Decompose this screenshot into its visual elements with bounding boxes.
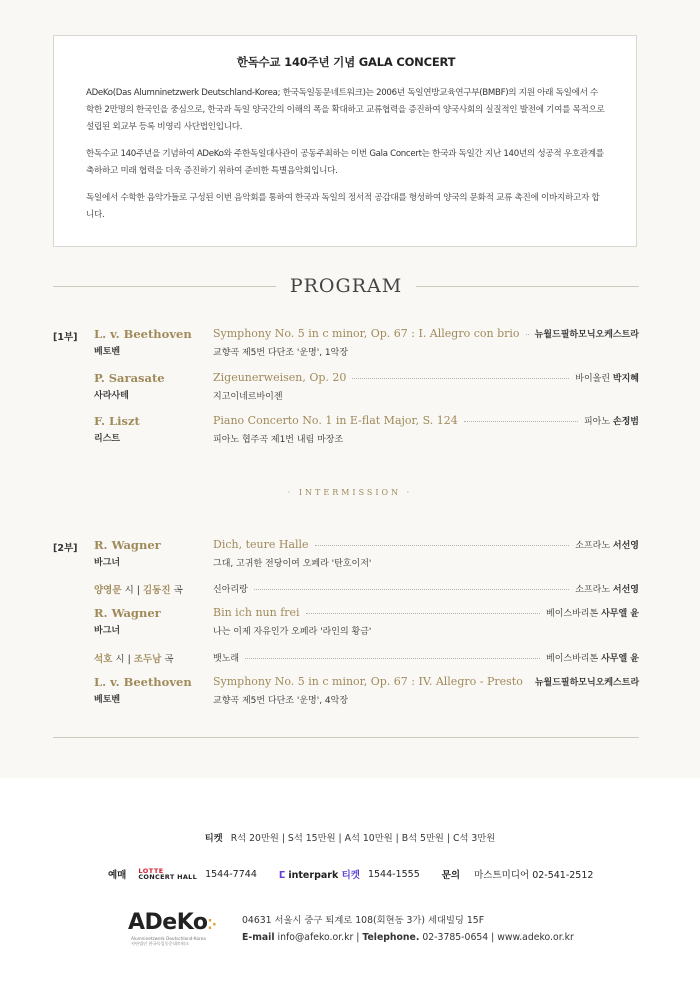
leader-dots [245,658,540,659]
composer-ko: 바그너 [94,558,121,568]
program-row [53,677,639,711]
work-line [213,414,639,427]
leader-dots [526,334,529,335]
composer-ko: 베토벤 [94,695,121,705]
work-ko: 지고이네르바이젠 [213,392,283,402]
interpark-phone: 1544-1555 [367,868,420,880]
composer-ko: 바그너 [94,626,121,636]
composer-en: F. Liszt [94,414,140,428]
work-line [213,675,639,688]
performer: 소프라노 서선영 [575,585,639,595]
ticket-prices [0,830,700,844]
work-ko: 나는 이제 자유인가 오페라 '라인의 황금' [213,627,372,637]
program-row [53,540,639,574]
performer: 베이스바리톤 사무엘 윤 [546,654,639,664]
intermission-label: · INTERMISSION · [287,488,413,497]
intro-paragraph-2: 한독수교 140주년을 기념하여 ADeKo와 주한독일대사관이 공동주최하는 이번 Gala Concert는 한국과 독일간 지난 140년의 성공적 우호관계를 축하하고 미래 협력을 더욱 증진하기 위하여 준비한 특별음악회입니다. [86,149,604,176]
work-ko: 그대, 고귀한 전당이여 오페라 '탄호이저' [213,559,372,569]
work-en: Bin ich nun frei [213,606,300,619]
performer: 베이스바리톤 사무엘 윤 [546,609,639,619]
performer: 뉴월드필하모닉오케스트라 [534,330,639,340]
interpark-logo: ⵎ interpark 티켓 [278,870,360,881]
work-ko: 뱃노래 [213,654,240,664]
composer-ko: 사라사테 [94,391,129,401]
work-line [213,371,639,384]
leader-dots [315,545,570,546]
work-ko: 피아노 협주곡 제1번 내림 마장조 [213,435,344,445]
credit: 양영문 시 | 김동진 곡 [94,585,183,596]
adeko-logo-subtext: Alumninetzwerk Deutschland-Korea 사단법인 한국독일동문네트워크 [131,936,206,946]
program-row [53,416,639,450]
work-line [213,582,639,595]
intro-box [53,35,637,247]
work-line [213,651,639,664]
performer: 소프라노 서선영 [575,541,639,551]
work-ko: 교향곡 제5번 다단조 '운명', 1악장 [213,348,349,358]
composer-ko: 리스트 [94,434,121,444]
part-label: [1부] [53,332,78,343]
composer-ko: 베토벤 [94,347,121,357]
work-line [213,606,639,619]
composer-en: L. v. Beethoven [94,327,192,341]
intro-title: 한독수교 140주년 기념 GALA CONCERT [236,55,456,69]
inquiry-label: 문의 [441,870,461,881]
work-en: Symphony No. 5 in c minor, Op. 67 : I. Allegro con brio [213,327,520,340]
performer: 바이올린 박지혜 [575,374,639,384]
lotte-phone: 1544-7744 [205,868,257,880]
composer-en: L. v. Beethoven [94,675,192,689]
contact-line: E-mail info@afeko.or.kr | Telephone. 02-3785-0654 | www.adeko.or.kr [242,932,574,943]
divider-right [416,286,639,287]
ticket-label: 티켓 [204,833,223,844]
work-en: Zigeunerweisen, Op. 20 [213,371,347,384]
work-ko: 교향곡 제5번 다단조 '운명', 4악장 [213,696,349,706]
work-en: Piano Concerto No. 1 in E-flat Major, S. 124 [213,414,458,427]
program-row [53,373,639,407]
booking-label: 예매 [108,870,127,881]
address: 04631 서울시 중구 퇴계로 108(회현동 3가) 세대빌딩 15F [242,915,485,926]
work-ko: 신아리랑 [213,585,248,595]
work-en: Dich, teure Halle [213,538,309,551]
intro-paragraph-1: ADeKo(Das Alumninetzwerk Deutschland-Korea; 한국독일동문네트워크)는 2006년 독일연방교육연구부(BMBF)의 지원 아래 독일에서 수학한 2만명의 한국인을 중심으로, 한국과 독일 양국간의 이해의 폭을 확대하고 교류협력을 증진하여 양국사회의 실질적인 발전에 기여를 목적으로 설립된 외교부 등록 비영리 사단법인입니다. [86,88,605,132]
part-label: [2부] [53,543,78,554]
booking-info [108,867,593,881]
work-line [213,327,639,340]
work-en: Symphony No. 5 in c minor, Op. 67 : IV. Allegro - Presto [213,675,523,688]
footer [0,778,700,989]
logo-dots-icon: ⁚· [207,918,217,933]
leader-dots [352,378,569,379]
leader-dots [254,589,569,590]
leader-dots [464,421,578,422]
intro-paragraph-3: 독일에서 수학한 음악가들로 구성된 이번 음악회를 통하여 한국과 독일의 정서적 공감대를 형성하여 양국의 문화적 교류 촉진에 이바지하고자 합니다. [86,193,600,220]
program-title: PROGRAM [289,275,403,297]
program-bottom-divider [53,737,639,738]
ticket-price-list: R석 20만원 | S석 15만원 | A석 10만원 | B석 5만원 | C석 3만원 [230,833,496,844]
inquiry-value: 마스트미디어 02-541-2512 [474,870,594,881]
performer: 피아노 손정범 [583,417,639,427]
composer-en: R. Wagner [94,606,161,620]
contact-info [242,912,574,946]
program-heading [53,272,639,300]
work-line [213,538,639,551]
composer-en: P. Sarasate [94,371,165,385]
leader-dots [306,613,540,614]
performer: 뉴월드필하모닉오케스트라 [534,678,640,688]
lotte-concert-hall-logo: LOTTE CONCERT HALL [138,866,198,881]
credit: 석호 시 | 조두남 곡 [94,654,174,665]
interpark-icon: ⵎ [278,870,286,881]
divider-left [53,286,276,287]
adeko-logo: ADeKo⁚· [128,910,217,935]
program-row [53,608,639,642]
program-row [53,329,639,363]
composer-en: R. Wagner [94,538,161,552]
